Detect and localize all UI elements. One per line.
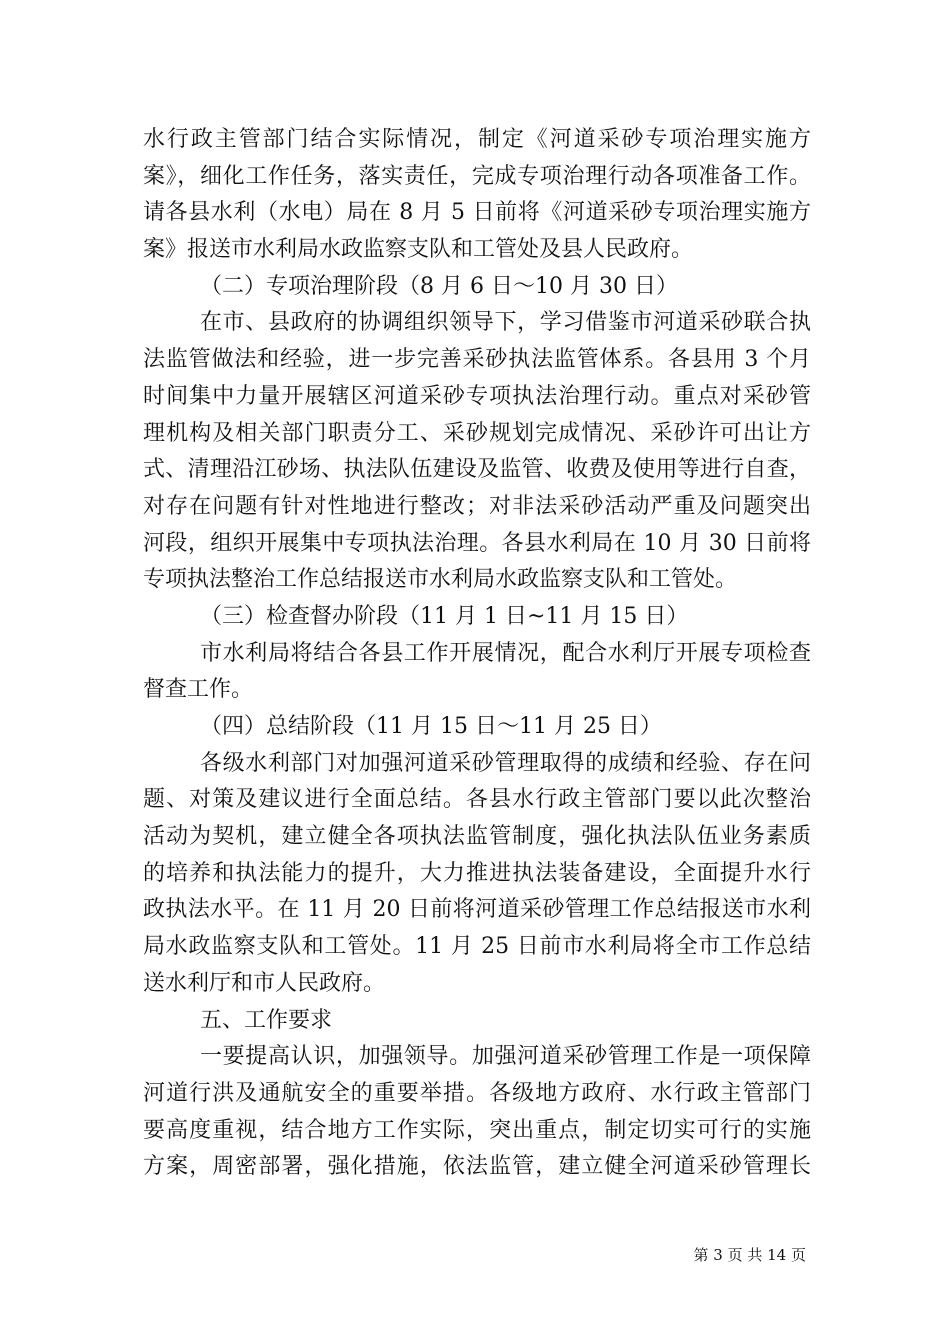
text-line: 市水利局将结合各县工作开展情况，配合水利厅开展专项检查 bbox=[200, 640, 811, 666]
paragraph bbox=[143, 305, 811, 599]
document-body bbox=[143, 122, 811, 1186]
text-line: 要高度重视，结合地方工作实际，突出重点，制定切实可行的实施 bbox=[143, 1117, 811, 1143]
text-line: 局水政监察支队和工管处。11 月 25 日前市水利局将全市工作总结 bbox=[143, 934, 811, 960]
text-line: 式、清理沿江砂场、执法队伍建设及监管、收费及使用等进行自查， bbox=[143, 457, 811, 483]
paragraph bbox=[143, 746, 811, 1003]
heading-line: （二）专项治理阶段（8 月 6 日～10 月 30 日） bbox=[200, 273, 678, 299]
page-number-footer: 第 3 页 共 14 页 bbox=[693, 1246, 806, 1264]
text-line: 题、对策及建议进行全面总结。各县水行政主管部门要以此次整治 bbox=[143, 787, 811, 813]
text-line: 活动为契机，建立健全各项执法监管制度，强化执法队伍业务素质 bbox=[143, 824, 811, 850]
heading-line: （三）检查督办阶段（11 月 1 日~11 月 15 日） bbox=[200, 603, 689, 629]
text-line: 对存在问题有针对性地进行整改；对非法采砂活动严重及问题突出 bbox=[143, 493, 811, 519]
text-line: 理机构及相关部门职责分工、采砂规划完成情况、采砂许可出让方 bbox=[143, 420, 811, 446]
text-line: 督查工作。 bbox=[143, 677, 254, 703]
heading-line: （四）总结阶段（11 月 15 日～11 月 25 日） bbox=[200, 714, 662, 739]
text-line: 送水利厅和市人民政府。 bbox=[143, 970, 386, 996]
heading-line: 五、工作要求 bbox=[200, 1007, 333, 1033]
text-line: 在市、县政府的协调组织领导下，学习借鉴市河道采砂联合执 bbox=[200, 310, 811, 336]
section-heading-requirements bbox=[143, 1003, 811, 1040]
section-heading-stage-4 bbox=[143, 709, 811, 746]
text-line: 水行政主管部门结合实际情况，制定《河道采砂专项治理实施方 bbox=[143, 127, 811, 152]
text-line: 案》报送市水利局水政监察支队和工管处及县人民政府。 bbox=[143, 237, 694, 263]
text-line: 河道行洪及通航安全的重要举措。各级地方政府、水行政主管部门 bbox=[143, 1080, 811, 1106]
text-line: 政执法水平。在 11 月 20 日前将河道采砂管理工作总结报送市水利 bbox=[143, 897, 811, 923]
paragraph bbox=[143, 1039, 811, 1186]
text-line: 案》，细化工作任务，落实责任，完成专项治理行动各项准备工作。 bbox=[143, 163, 811, 189]
text-line: 一要提高认识，加强领导。加强河道采砂管理工作是一项保障 bbox=[200, 1044, 811, 1070]
section-heading-stage-2 bbox=[143, 269, 811, 306]
paragraph-continued bbox=[143, 122, 811, 269]
text-line: 请各县水利（水电）局在 8 月 5 日前将《河道采砂专项治理实施方 bbox=[143, 200, 811, 226]
text-line: 法监管做法和经验，进一步完善采砂执法监管体系。各县用 3 个月 bbox=[143, 347, 811, 373]
section-heading-stage-3 bbox=[143, 599, 811, 636]
paragraph bbox=[143, 636, 811, 709]
text-line: 各级水利部门对加强河道采砂管理取得的成绩和经验、存在问 bbox=[200, 750, 811, 776]
text-line: 河段，组织开展集中专项执法治理。各县水利局在 10 月 30 日前将 bbox=[143, 530, 811, 556]
text-line: 时间集中力量开展辖区河道采砂专项执法治理行动。重点对采砂管 bbox=[143, 383, 811, 409]
text-line: 的培养和执法能力的提升，大力推进执法装备建设，全面提升水行 bbox=[143, 860, 811, 886]
text-line: 专项执法整治工作总结报送市水利局水政监察支队和工管处。 bbox=[143, 567, 738, 593]
text-line: 方案，周密部署，强化措施，依法监管，建立健全河道采砂管理长 bbox=[143, 1154, 811, 1180]
